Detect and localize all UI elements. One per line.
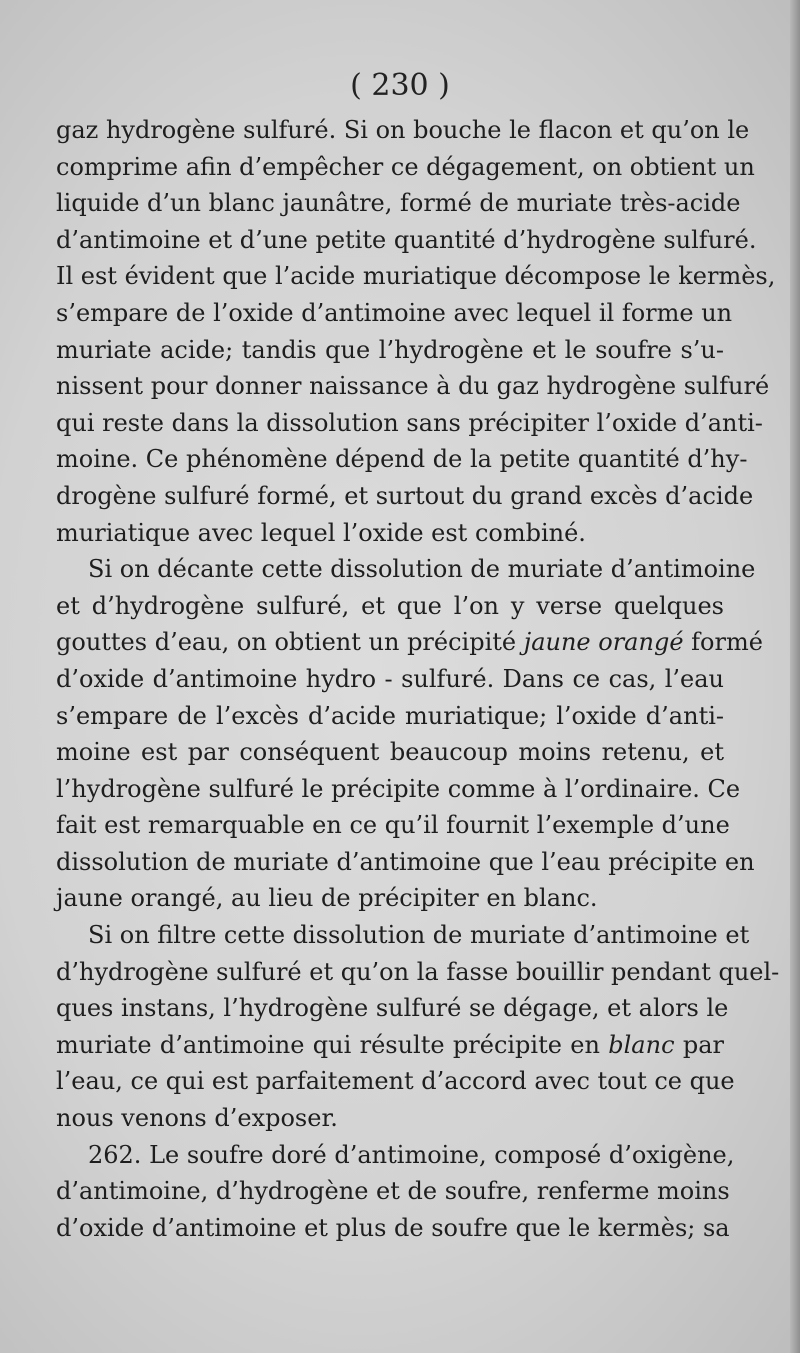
text-line: d’oxide d’antimoine et plus de soufre que le kermès; sa	[56, 1213, 730, 1242]
text-line: ques instans, l’hydrogène sulfuré se dégage, et alors le	[56, 994, 729, 1023]
text-line: nous venons d’exposer.	[56, 1104, 338, 1133]
text-line: muriate acide; tandis que l’hydrogène et le soufre s’u-	[56, 335, 724, 364]
paragraph-1	[56, 112, 776, 551]
text-line: 262. Le soufre doré d’antimoine, composé d’oxigène,	[88, 1140, 735, 1169]
text-line: Il est évident que l’acide muriatique décompose le kermès,	[56, 262, 776, 291]
text-line: et d’hydrogène sulfuré, et que l’on y verse quelques	[56, 591, 724, 620]
page-number: ( 230 )	[350, 68, 450, 103]
text-line: l’hydrogène sulfuré le précipite comme à l’ordinaire. Ce	[56, 774, 741, 803]
text-line: moine. Ce phénomène dépend de la petite quantité d’hy-	[56, 445, 748, 474]
text-segment: formé	[683, 628, 763, 657]
text-line: muriatique avec lequel l’oxide est combiné.	[56, 518, 586, 547]
text-segment: gouttes d’eau, on obtient un précipité	[56, 628, 517, 657]
text-line: nissent pour donner naissance à du gaz hydrogène sulfuré	[56, 372, 770, 401]
text-line	[56, 624, 763, 661]
text-line: moine est par conséquent beaucoup moins retenu, et	[56, 738, 724, 767]
text-segment: par	[674, 1030, 724, 1059]
italic-text: jaune orangé	[523, 628, 684, 657]
text-line: liquide d’un blanc jaunâtre, formé de muriate très-acide	[56, 189, 741, 218]
text-line: qui reste dans la dissolution sans précipiter l’oxide d’anti-	[56, 408, 763, 437]
text-line: gaz hydrogène sulfuré. Si on bouche le flacon et qu’on le	[56, 116, 750, 144]
text-line: d’oxide d’antimoine hydro - sulfuré. Dans ce cas, l’eau	[56, 664, 724, 693]
text-line	[56, 1027, 724, 1064]
text-line: jaune orangé, au lieu de précipiter en blanc.	[56, 884, 598, 913]
text-line: d’hydrogène sulfuré et qu’on la fasse bouillir pendant quel-	[56, 957, 780, 986]
text-line: d’antimoine, d’hydrogène et de soufre, renferme moins	[56, 1177, 730, 1206]
text-line: l’eau, ce qui est parfaitement d’accord avec tout ce que	[56, 1067, 735, 1096]
italic-text: blanc	[608, 1030, 675, 1059]
text-line: drogène sulfuré formé, et surtout du grand excès d’acide	[56, 481, 754, 510]
text-line: d’antimoine et d’une petite quantité d’hydrogène sulfuré.	[56, 225, 757, 254]
text-line: Si on décante cette dissolution de muriate d’antimoine	[88, 555, 756, 584]
paragraph-3	[56, 917, 780, 1137]
paragraph-2	[56, 551, 763, 917]
paragraph-4	[56, 1137, 735, 1247]
text-segment: muriate d’antimoine qui résulte précipite en	[56, 1030, 600, 1059]
page-edge	[790, 0, 800, 1353]
text-line: comprime afin d’empêcher ce dégagement, on obtient un	[56, 152, 755, 181]
text-line: fait est remarquable en ce qu’il fournit l’exemple d’une	[56, 811, 730, 840]
text-line: s’empare de l’oxide d’antimoine avec lequel il forme un	[56, 298, 733, 327]
text-line: s’empare de l’excès d’acide muriatique; l’oxide d’anti-	[56, 701, 724, 730]
text-line: Si on filtre cette dissolution de muriate d’antimoine et	[88, 921, 750, 950]
body-text	[56, 112, 780, 1246]
text-line: dissolution de muriate d’antimoine que l’eau précipite en	[56, 847, 755, 876]
